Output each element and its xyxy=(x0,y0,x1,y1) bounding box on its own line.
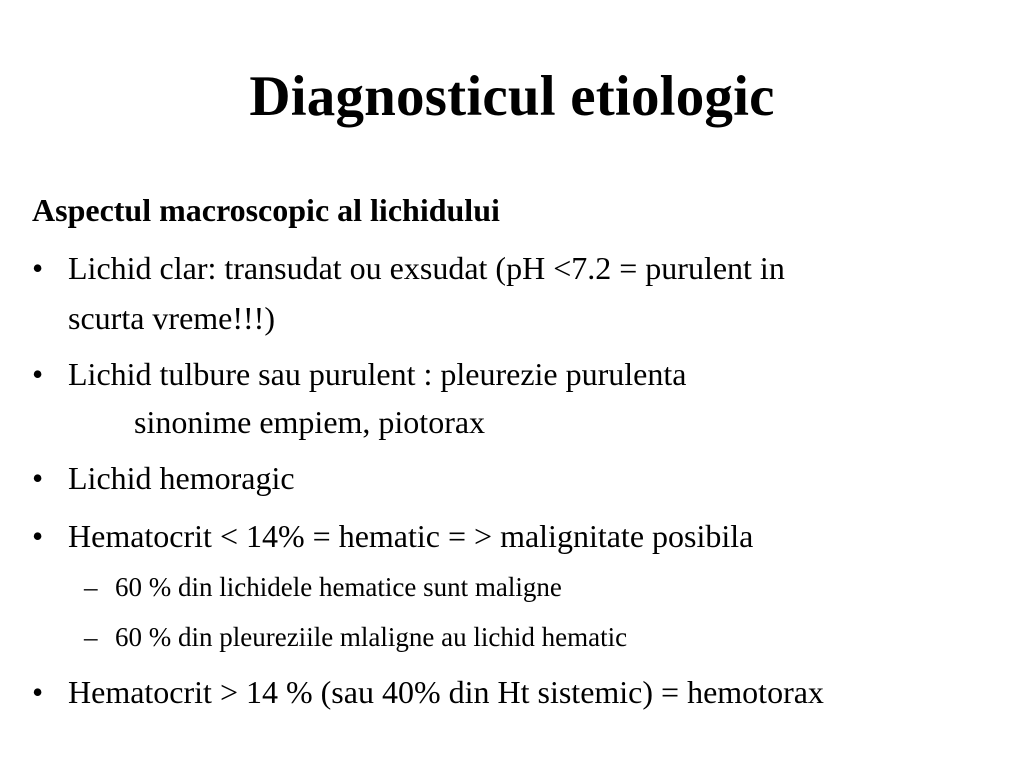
bullet-5-line-1: Hematocrit > 14 % (sau 40% din Ht sistemic) = hemotorax xyxy=(68,674,824,710)
bullet-marker: • xyxy=(32,518,44,554)
bullet-marker: • xyxy=(32,460,44,496)
slide-title: Diagnosticul etiologic xyxy=(249,65,775,128)
bullet-2-line-1: Lichid tulbure sau purulent : pleurezie purulenta xyxy=(68,356,687,392)
bullet-2-line-2: sinonime empiem, piotorax xyxy=(134,404,486,440)
bullet-marker: • xyxy=(32,674,44,710)
bullet-1-line-1: Lichid clar: transudat ou exsudat (pH <7.2 = purulent in xyxy=(68,250,785,286)
bullet-4-line-1: Hematocrit < 14% = hematic = > malignitate posibila xyxy=(68,518,754,554)
bullet-1-line-2: scurta vreme!!!) xyxy=(68,300,275,336)
sub-bullet-dash: – xyxy=(84,622,98,652)
sub-item-1: 60 % din lichidele hematice sunt maligne xyxy=(115,572,562,602)
bullet-marker: • xyxy=(32,250,44,286)
section-subheading: Aspectul macroscopic al lichidului xyxy=(32,192,500,228)
sub-bullet-dash: – xyxy=(84,572,98,602)
bullet-marker: • xyxy=(32,356,44,392)
sub-item-2: 60 % din pleureziile mlaligne au lichid hematic xyxy=(115,622,628,652)
bullet-3-line-1: Lichid hemoragic xyxy=(68,460,295,496)
